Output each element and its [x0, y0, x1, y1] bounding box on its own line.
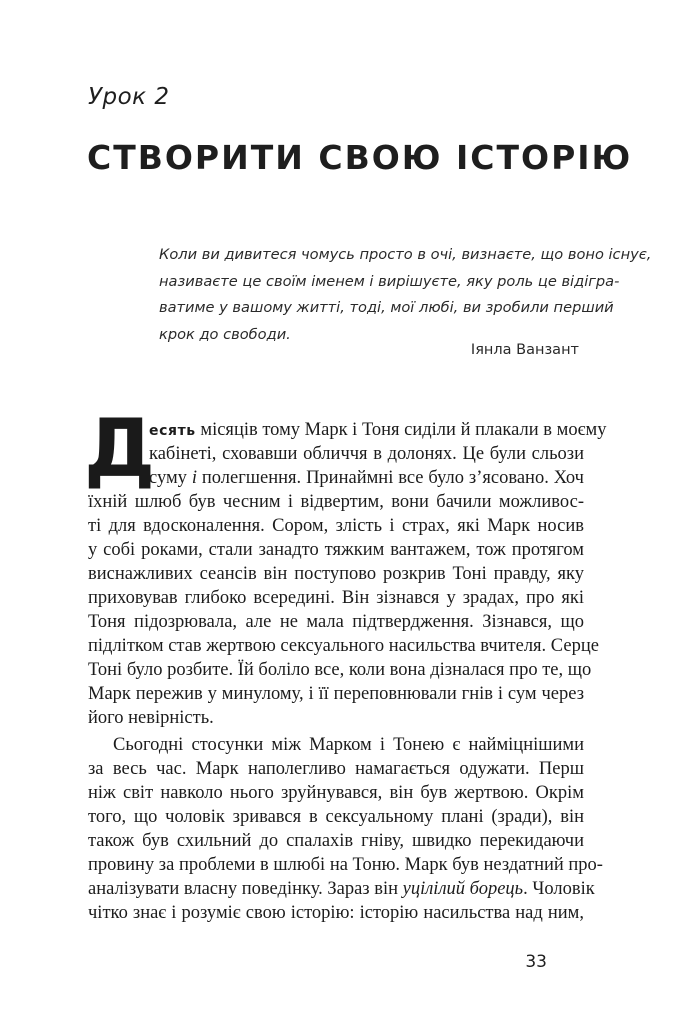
body-line: [88, 877, 595, 901]
lesson-label: Урок 2: [88, 84, 170, 110]
body-line: Тоні було розбите. Їй боліло все, коли вона дізналася про те, що: [88, 660, 592, 680]
body-line: [149, 466, 584, 490]
body-text: . Чоловік: [523, 879, 595, 899]
body-line: [149, 418, 607, 443]
emphasis-text: уцілілий борець: [402, 879, 524, 899]
body-line: того, що чоловік зривався в сексуальному плані (зради), він: [88, 807, 584, 827]
body-line: також був схильний до спалахів гніву, швидко перекидаючи: [88, 831, 584, 851]
page-number: 33: [525, 952, 547, 972]
epigraph-line: Коли ви дивитеся чомусь просто в очі, визнаєте, що воно існує,: [159, 246, 652, 263]
body-line: у собі роками, стали занадто тяжким вантажем, тож протягом: [88, 540, 584, 560]
body-line: Марк пережив у минулому, і її переповнювали гнів і сум через: [88, 684, 584, 704]
body-line: їхній шлюб був чесним і відвертим, вони бачили можливос-: [88, 492, 584, 512]
body-line: ніж світ навколо нього зруйнувався, він був жертвою. Окрім: [88, 783, 584, 803]
epigraph-line: крок до свободи.: [159, 325, 291, 343]
drop-cap: Д: [84, 402, 156, 495]
body-line: виснажливих сеансів він поступово розкрив Тоні правду, яку: [88, 564, 584, 584]
body-line: його невірність.: [88, 708, 214, 728]
body-line: за весь час. Марк наполегливо намагається одужати. Перш: [88, 759, 584, 779]
body-text: аналізувати власну поведінку. Зараз він: [88, 879, 403, 899]
body-text: полегшення. Принаймні все було з’ясовано. Хоч: [196, 468, 584, 488]
body-line: Тоня підозрювала, але не мала підтвердження. Зізнався, що: [88, 612, 584, 632]
epigraph-author: Іянла Ванзант: [470, 342, 579, 358]
body-text: суму: [149, 468, 192, 488]
epigraph-line: ватиме у вашому житті, тоді, мої любі, ви зробили перший: [159, 299, 614, 316]
epigraph: [159, 242, 652, 348]
body-text: місяців тому Марк і Тоня сиділи й плакали в моєму: [195, 420, 607, 440]
body-line: приховував глибоко всередині. Він зізнався у зрадах, про які: [88, 588, 584, 608]
body-line: ті для вдосконалення. Сором, злість і страх, які Марк носив: [88, 516, 584, 536]
chapter-title: СТВОРИТИ СВОЮ ІСТОРІЮ: [87, 138, 633, 177]
first-word: есять: [149, 423, 196, 439]
body-line: чітко знає і розуміє свою історію: історію насильства над ним,: [88, 903, 584, 923]
body-line: кабінеті, сховавши обличчя в долонях. Це були сльози: [149, 444, 584, 464]
body-line: підлітком став жертвою сексуального насильства вчителя. Серце: [88, 636, 599, 656]
body-line: провину за проблеми в шлюбі на Тоню. Марк був нездатний про-: [88, 855, 603, 875]
epigraph-line: називаєте це своїм іменем і вирішуєте, яку роль це відігра-: [159, 272, 620, 290]
emphasis-text: і: [191, 468, 197, 488]
body-line: Сьогодні стосунки між Марком і Тонею є найміцнішими: [113, 735, 584, 755]
